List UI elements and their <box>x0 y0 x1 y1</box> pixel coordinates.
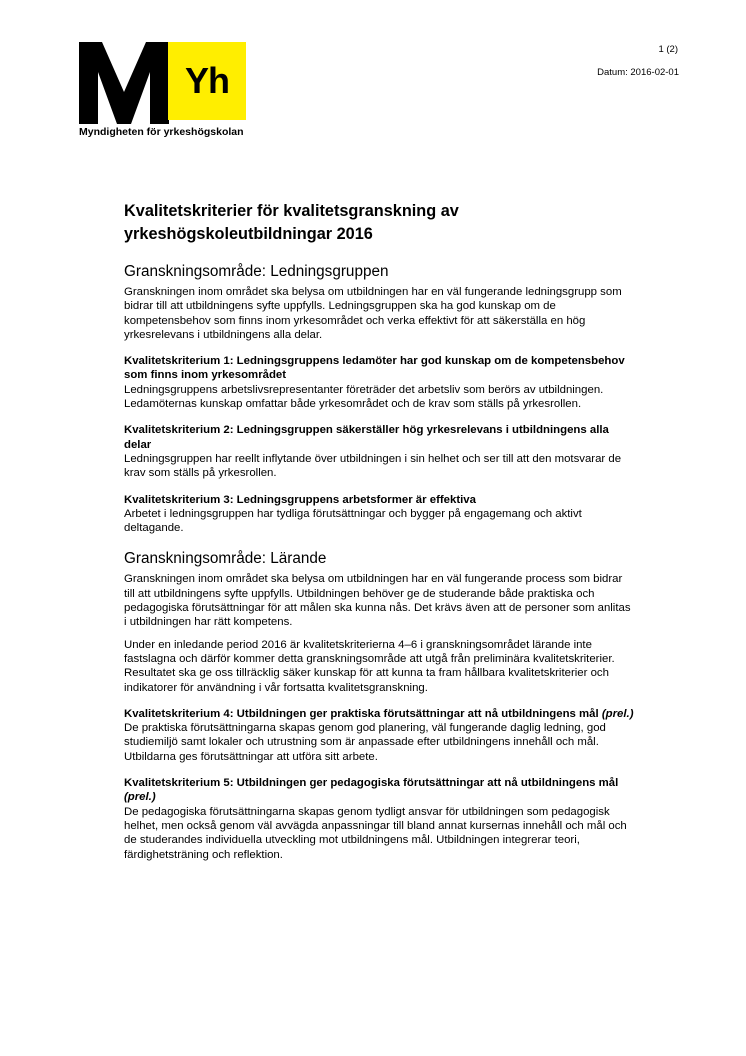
preliminary-tag: (prel.) <box>601 707 634 720</box>
criterion-text: Arbetet i ledningsgruppen har tydliga förutsättningar och bygger på engagemang och aktivt deltagande. <box>124 507 582 535</box>
section-heading: Granskningsområde: Lärande <box>124 550 327 568</box>
logo-caption: Myndigheten för yrkeshögskolan <box>79 126 244 138</box>
criterion-title: Kvalitetskriterium 1: Ledningsgruppens ledamöter har god kunskap om de kompetensbehov som finns inom yrkesområdet <box>124 355 625 382</box>
logo-yh-box <box>168 42 246 120</box>
document-date <box>597 67 679 79</box>
criterion-3 <box>124 493 634 536</box>
section-intro: Granskningen inom området ska belysa om utbildningen har en väl fungerande process som bidrar till att utbildningens syfte uppfylls. Utbildningen behöver ge de studerande både praktiska och pedagogiska förutsättningar för att målen ska kunna nås. Det krävs även att de personer som anlitas i utbildningen har rätt kompetens. <box>124 573 631 629</box>
criterion-text: Ledningsgruppens arbetslivsrepresentanter företräder det arbetsliv som berörs av utbildningen. Ledamöternas kunskap omfattar både yrkesområdet och de krav som ställs på yrkesrollen. <box>124 383 604 411</box>
criterion-title: Kvalitetskriterium 5: Utbildningen ger pedagogiska förutsättningar att nå utbildningens mål (prel.) <box>124 777 619 804</box>
preliminary-tag: (prel.) <box>124 791 156 804</box>
document-body <box>124 200 634 862</box>
section-intro: Granskningen inom området ska belysa om utbildningen har en väl fungerande ledningsgrupp som bidrar till att utbildningens syfte uppfylls. Ledningsgruppen ska ha god kunskap om de kompetensbehov som finns inom yrkesområdet och verka effektivt för att säkerställa en hög yrkesrelevans i utbildningens alla delar. <box>124 286 622 341</box>
criterion-text: Ledningsgruppen har reellt inflytande över utbildningen i sin helhet och ser till att den motsvarar de krav som ställs på yrkesrollen. <box>124 452 622 480</box>
criterion-title: Kvalitetskriterium 2: Ledningsgruppen säkerställer hög yrkesrelevans i utbildningens alla delar <box>124 424 609 451</box>
criterion-1 <box>124 354 634 411</box>
date-value: 2016-02-01 <box>630 67 679 78</box>
criterion-text: De pedagogiska förutsättningarna skapas genom tydligt ansvar för utbildningen som pedagogisk helhet, men också genom väl avvägda anpassningar till bland annat kursernas innehåll och mål och de studerandes individuella utveckling mot utbildningens mål. Utbildningen integrerar teori, färdighetsträning och reflektion. <box>124 805 627 861</box>
section-heading: Granskningsområde: Ledningsgruppen <box>124 263 389 280</box>
criterion-5 <box>124 776 634 862</box>
page-number: 1 (2) <box>658 44 678 55</box>
date-label: Datum: <box>597 67 628 78</box>
logo-m-mark <box>79 42 169 124</box>
agency-logo <box>79 42 251 142</box>
criterion-title: Kvalitetskriterium 4: Utbildningen ger praktiska förutsättningar att nå utbildningens mål (prel.) <box>124 707 634 720</box>
criterion-title: Kvalitetskriterium 3: Ledningsgruppens arbetsformer är effektiva <box>124 493 476 506</box>
criterion-2 <box>124 423 634 480</box>
criterion-4 <box>124 707 634 764</box>
document-title: Kvalitetskriterier för kvalitetsgranskning av yrkeshögskoleutbildningar 2016 <box>124 202 459 243</box>
criterion-text: De praktiska förutsättningarna skapas genom god planering, väl fungerande daglig ledning, god studiemiljö samt lokaler och utrustning som är anpassade efter utbildningens innehåll och mål. Utbildarna ges förutsättningar att utföra sitt arbete. <box>124 722 606 763</box>
logo-yh-text: Yh <box>184 60 229 101</box>
section-larande <box>124 549 634 861</box>
section-note: Under en inledande period 2016 är kvalitetskriterierna 4–6 i granskningsområdet lärande inte fastslagna och därför kommer detta granskningsområde att utgå från preliminära kvalitetskriterier. Resultatet ska ge oss tillräcklig säker kunskap för att kunna ta fram hållbara kvalitetskriterier och indikatorer för användning i vår fortsatta kvalitetsgranskning. <box>124 638 615 694</box>
section-ledningsgruppen <box>124 262 634 535</box>
